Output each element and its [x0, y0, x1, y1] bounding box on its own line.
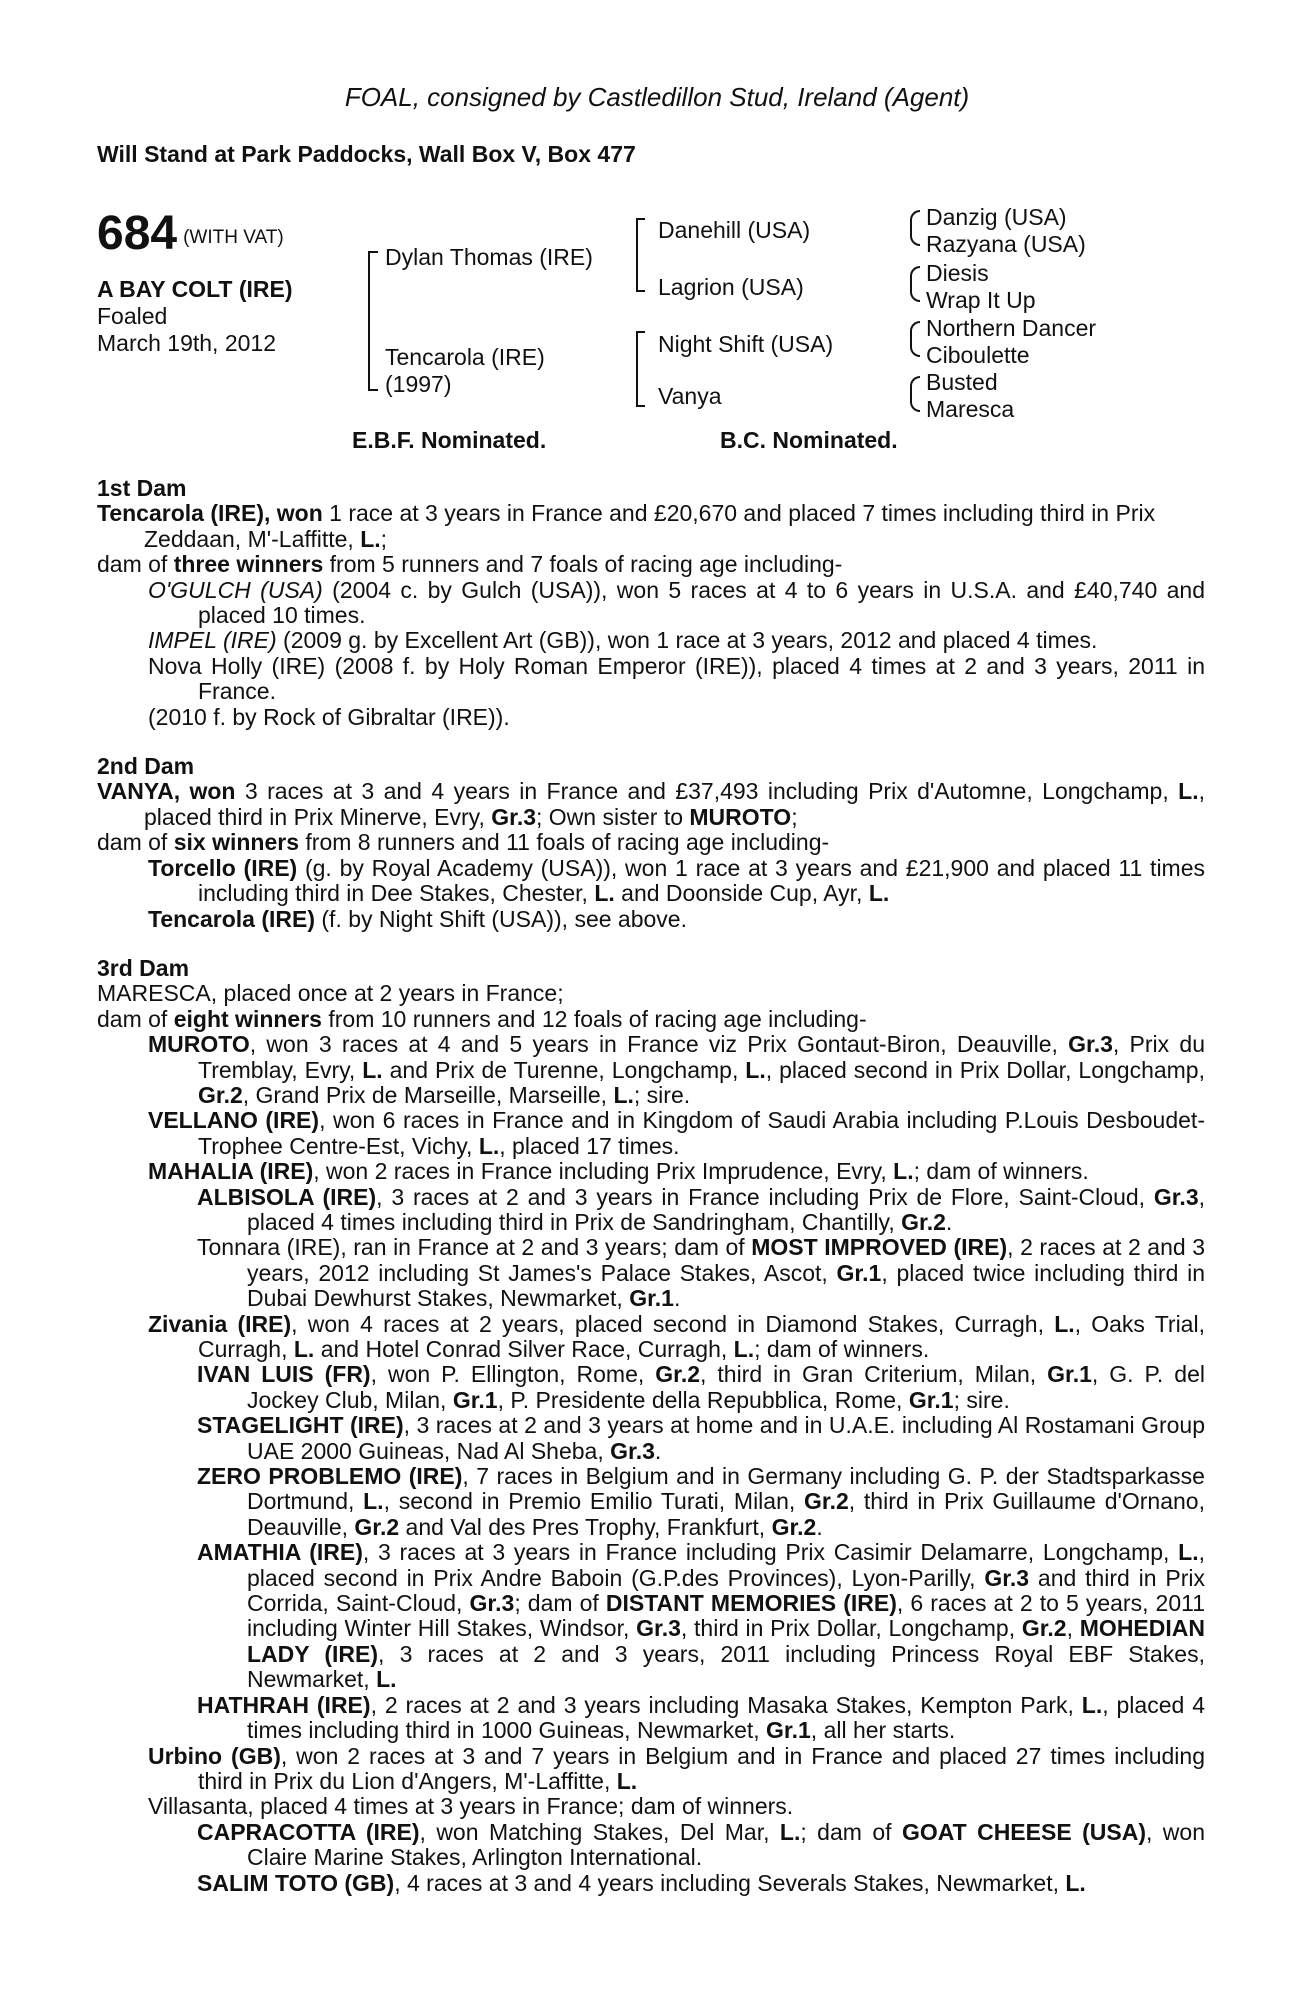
produce-tencarola: Tencarola (IRE) (f. by Night Shift (USA)), see above. [148, 905, 687, 932]
second-dam-produce-summary: dam of six winners from 8 runners and 11 foals of racing age including- [97, 829, 830, 856]
produce-villasanta: Villasanta, placed 4 times at 3 years in France; dam of winners. [148, 1793, 794, 1820]
pedigree-dam-sire: Night Shift (USA) [658, 331, 834, 357]
pedigree-dam-dam: Vanya [658, 383, 722, 409]
vanya-parents-brace [910, 376, 920, 412]
first-dam-produce-summary: dam of three winners from 5 runners and 7 foals of racing age including- [97, 551, 843, 578]
produce-record [97, 476, 1205, 1896]
third-dam-produce-summary: dam of eight winners from 10 runners and 12 foals of racing age including- [97, 1005, 867, 1032]
produce-hathrah: HATHRAH (IRE), 2 races at 2 and 3 years including Masaka Stakes, Kempton Park, L., placed 4 times including third in 1000 Guineas, Newmarket, Gr.1, all her starts. [197, 1691, 1205, 1744]
pedigree-g6: Ciboulette [926, 342, 1030, 368]
second-dam-heading: 2nd Dam [97, 753, 195, 780]
nightshift-parents-brace [910, 321, 920, 357]
produce-nova-holly: Nova Holly (IRE) (2008 f. by Holy Roman Emperor (IRE)), placed 4 times at 2 and 3 years, 2011 in France. [148, 652, 1205, 705]
produce-zivania: Zivania (IRE), won 4 races at 2 years, placed second in Diamond Stakes, Curragh, L., Oaks Trial, Curragh, L. and Hotel Conrad Silver Race, Curragh, L.; dam of winners. [148, 1310, 1205, 1362]
third-dam-heading: 3rd Dam [97, 954, 190, 981]
pedigree-g5: Northern Dancer [926, 315, 1097, 341]
dam-parents-brace [636, 331, 645, 407]
second-dam-record: VANYA, won 3 races at 3 and 4 years in France and £37,493 including Prix d'Automne, Longchamp, L., placed third in Prix Minerve, Evry, Gr.3; Own sister to MUROTO; [97, 778, 1205, 830]
produce-vellano: VELLANO (IRE), won 6 races in France and in Kingdom of Saudi Arabia including P.Louis Desboudet- Trophee Centre-Est, Vichy, L., placed 17 times. [148, 1107, 1205, 1159]
produce-ogulch: O'GULCH (USA) (2004 c. by Gulch (USA)), won 5 races at 4 to 6 years in U.S.A. and £40,740 and placed 10 times. [148, 576, 1205, 629]
produce-2010-filly: (2010 f. by Rock of Gibraltar (IRE)). [148, 703, 510, 730]
lot-title: A BAY COLT (IRE) [97, 276, 293, 302]
pedigree-g4: Wrap It Up [926, 287, 1036, 313]
produce-albisola: ALBISOLA (IRE), 3 races at 2 and 3 years in France including Prix de Flore, Saint-Cloud, Gr.3, placed 4 times including third in Prix de Sandringham, Chantilly, Gr.2. [197, 1183, 1206, 1235]
third-dam-record: MARESCA, placed once at 2 years in France; [97, 980, 564, 1007]
pedigree-g8: Maresca [926, 396, 1015, 422]
pedigree-sire-dam: Lagrion (USA) [658, 274, 804, 300]
produce-mahalia: MAHALIA (IRE), won 2 races in France including Prix Imprudence, Evry, L.; dam of winners. [148, 1158, 1089, 1185]
produce-stagelight: STAGELIGHT (IRE), 3 races at 2 and 3 years at home and in U.A.E. including Al Rostamani Group UAE 2000 Guineas, Nad Al Sheba, Gr.3. [197, 1412, 1206, 1464]
produce-amathia: AMATHIA (IRE), 3 races at 3 years in France including Prix Casimir Delamarre, Longchamp, L., placed second in Prix Andre Baboin (G.P.des Provinces), Lyon-Parilly, Gr.3 and third in Prix Corrida, Saint-Cloud, Gr.3; dam of DISTANT MEMORIES (IRE), 6 races at 2 to 5 years, 2011 including Winter Hill Stakes, Windsor, Gr.3, third in Prix Dollar, Longchamp, Gr.2, MOHEDIAN LADY (IRE), 3 races at 2 and 3 years, 2011 including Princess Royal EBF Stakes, Newmarket, L. [197, 1539, 1206, 1693]
produce-impel: IMPEL (IRE) (2009 g. by Excellent Art (GB)), won 1 race at 3 years, 2012 and placed 4 times. [148, 627, 1098, 654]
vat-note: (WITH VAT) [183, 227, 284, 248]
ebf-nominated: E.B.F. Nominated. [352, 427, 547, 453]
danehill-parents-brace [910, 210, 920, 246]
pedigree-g7: Busted [926, 369, 998, 395]
pedigree-dam: Tencarola (IRE) [385, 344, 545, 370]
first-dam-heading: 1st Dam [97, 475, 187, 501]
bc-nominated: B.C. Nominated. [720, 427, 898, 453]
produce-torcello: Torcello (IRE) (g. by Royal Academy (USA)), won 1 race at 3 years and £21,900 and placed 11 times including third in Dee Stakes, Chester, L. and Doonside Cup, Ayr, L. [148, 854, 1206, 907]
pedigree-dam-year: (1997) [385, 371, 452, 397]
pedigree-g2: Razyana (USA) [926, 231, 1086, 257]
foaled-label: Foaled [97, 303, 168, 329]
lot-number [97, 206, 284, 261]
stand-location: Will Stand at Park Paddocks, Wall Box V, Box 477 [97, 141, 636, 167]
lagrion-parents-brace [910, 266, 920, 302]
sire-dam-brace [368, 251, 378, 391]
foaled-date: March 19th, 2012 [97, 330, 277, 356]
produce-urbino: Urbino (GB), won 2 races at 3 and 7 years in Belgium and in France and placed 27 times including third in Prix du Lion d'Angers, M'-Laffitte, L. [148, 1742, 1205, 1794]
produce-capracotta: CAPRACOTTA (IRE), won Matching Stakes, Del Mar, L.; dam of GOAT CHEESE (USA), won Claire Marine Stakes, Arlington International. [197, 1818, 1205, 1871]
sire-parents-brace [636, 218, 645, 292]
pedigree-sire: Dylan Thomas (IRE) [385, 244, 593, 270]
lot-number-value: 684 [97, 207, 178, 260]
produce-salim-toto: SALIM TOTO (GB), 4 races at 3 and 4 years including Severals Stakes, Newmarket, L. [197, 1869, 1086, 1896]
first-dam-name: Tencarola (IRE), won [97, 500, 323, 527]
produce-zero-problemo: ZERO PROBLEMO (IRE), 7 races in Belgium and in Germany including G. P. der Stadtsparkasse Dortmund, L., second in Premio Emilio Turati, Milan, Gr.2, third in Prix Guillaume d'Ornano, Deauville, Gr.2 and Val des Pres Trophy, Frankfurt, Gr.2. [197, 1463, 1205, 1540]
consignment-line: FOAL, consigned by Castledillon Stud, Ireland (Agent) [344, 82, 970, 112]
first-dam-record: Tencarola (IRE), won 1 race at 3 years in France and £20,670 and placed 7 times including third in Prix Zeddaan, M'-Laffitte, L.; [97, 500, 1156, 552]
produce-ivan-luis: IVAN LUIS (FR), won P. Ellington, Rome, Gr.2, third in Gran Criterium, Milan, Gr.1, G. P. del Jockey Club, Milan, Gr.1, P. Presidente della Repubblica, Rome, Gr.1; sire. [197, 1361, 1205, 1413]
second-dam-name: VANYA, won [97, 778, 236, 805]
pedigree-g3: Diesis [926, 260, 989, 286]
pedigree-sire-sire: Danehill (USA) [658, 217, 811, 243]
produce-muroto: MUROTO, won 3 races at 4 and 5 years in France viz Prix Gontaut-Biron, Deauville, Gr.3, Prix du Tremblay, Evry, L. and Prix de Turenne, Longchamp, L., placed second in Prix Dollar, Longchamp, Gr.2, Grand Prix de Marseille, Marseille, L.; sire. [148, 1031, 1205, 1108]
pedigree-g1: Danzig (USA) [926, 204, 1067, 230]
produce-tonnara: Tonnara (IRE), ran in France at 2 and 3 years; dam of MOST IMPROVED (IRE), 2 races at 2 and 3 years, 2012 including St James's Palace Stakes, Ascot, Gr.1, placed twice including third in Dubai Dewhurst Stakes, Newmarket, Gr.1. [197, 1234, 1206, 1312]
